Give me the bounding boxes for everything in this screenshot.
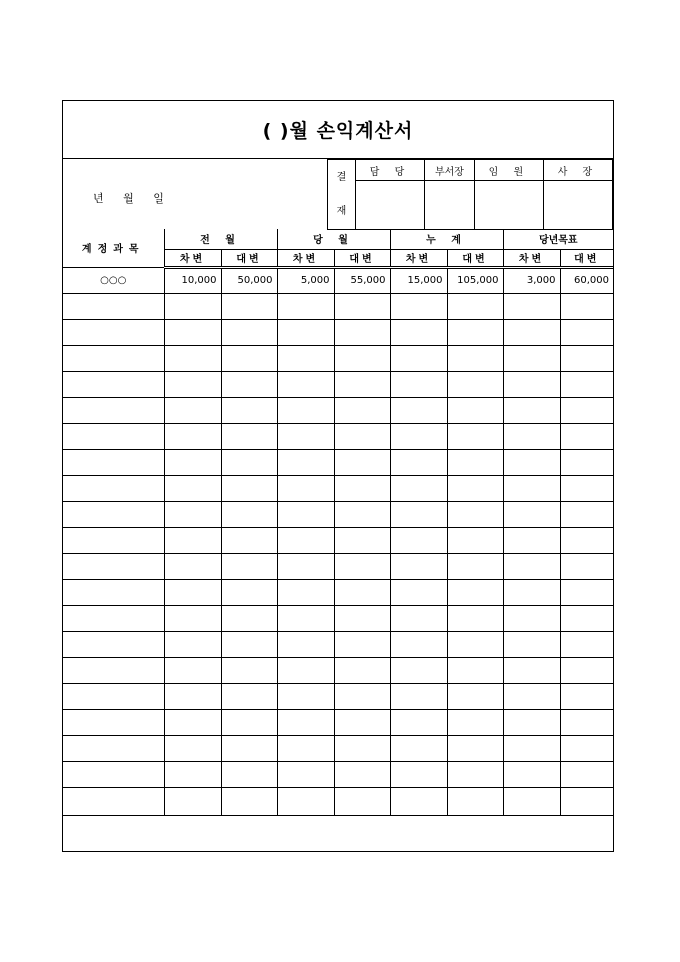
approval-role-manager: 부서장: [425, 160, 475, 181]
value-cell[interactable]: [503, 371, 560, 397]
value-cell[interactable]: [164, 371, 221, 397]
empty-row: [63, 527, 613, 553]
debit-header: 차변: [164, 249, 221, 267]
value-cell[interactable]: 55,000: [334, 267, 390, 293]
value-cell[interactable]: [164, 631, 221, 657]
value-cell[interactable]: [447, 553, 503, 579]
value-cell[interactable]: [277, 787, 334, 815]
value-cell[interactable]: [503, 319, 560, 345]
value-cell[interactable]: [560, 475, 613, 501]
credit-header: 대변: [560, 249, 613, 267]
account-cell[interactable]: [63, 319, 164, 345]
value-cell[interactable]: [503, 293, 560, 319]
value-cell[interactable]: [334, 683, 390, 709]
value-cell[interactable]: [221, 293, 277, 319]
group-header-cumulative: 누 계: [390, 229, 503, 249]
value-cell[interactable]: [334, 605, 390, 631]
account-cell[interactable]: [63, 579, 164, 605]
value-cell[interactable]: [221, 553, 277, 579]
value-cell[interactable]: [277, 553, 334, 579]
empty-row: [63, 293, 613, 319]
credit-header: 대변: [221, 249, 277, 267]
value-cell[interactable]: [277, 657, 334, 683]
value-cell[interactable]: [164, 683, 221, 709]
value-cell[interactable]: [390, 579, 447, 605]
value-cell[interactable]: [503, 709, 560, 735]
empty-row: [63, 631, 613, 657]
value-cell[interactable]: [164, 709, 221, 735]
value-cell[interactable]: [164, 735, 221, 761]
value-cell[interactable]: [447, 631, 503, 657]
value-cell[interactable]: [390, 293, 447, 319]
value-cell[interactable]: [221, 501, 277, 527]
value-cell[interactable]: [164, 475, 221, 501]
value-cell[interactable]: [447, 735, 503, 761]
empty-row: [63, 579, 613, 605]
value-cell[interactable]: [164, 319, 221, 345]
value-cell[interactable]: [277, 735, 334, 761]
value-cell[interactable]: [221, 397, 277, 423]
approval-sign-executive[interactable]: [474, 181, 543, 230]
value-cell[interactable]: [447, 345, 503, 371]
value-cell[interactable]: [447, 709, 503, 735]
value-cell[interactable]: [164, 345, 221, 371]
value-cell[interactable]: [221, 527, 277, 553]
debit-header: 차변: [503, 249, 560, 267]
value-cell[interactable]: [221, 345, 277, 371]
value-cell[interactable]: [277, 605, 334, 631]
value-cell[interactable]: [560, 579, 613, 605]
value-cell[interactable]: [221, 449, 277, 475]
value-cell[interactable]: [503, 605, 560, 631]
value-cell[interactable]: [334, 397, 390, 423]
value-cell[interactable]: [503, 501, 560, 527]
value-cell[interactable]: [334, 631, 390, 657]
approval-role-president: 사 장: [543, 160, 612, 181]
value-cell[interactable]: [447, 657, 503, 683]
debit-header: 차변: [390, 249, 447, 267]
value-cell[interactable]: [390, 735, 447, 761]
account-cell[interactable]: [63, 631, 164, 657]
value-cell[interactable]: [334, 527, 390, 553]
value-cell[interactable]: [277, 345, 334, 371]
value-cell[interactable]: [164, 293, 221, 319]
account-cell[interactable]: [63, 475, 164, 501]
value-cell[interactable]: [560, 345, 613, 371]
empty-row: [63, 735, 613, 761]
value-cell[interactable]: [221, 371, 277, 397]
form-title: ( )월 손익계산서: [63, 101, 613, 159]
account-cell[interactable]: [63, 735, 164, 761]
value-cell[interactable]: [221, 319, 277, 345]
value-cell[interactable]: [560, 319, 613, 345]
empty-row: [63, 371, 613, 397]
approval-sign-manager[interactable]: [425, 181, 475, 230]
value-cell[interactable]: [447, 787, 503, 815]
value-cell[interactable]: [560, 709, 613, 735]
value-cell[interactable]: [334, 345, 390, 371]
value-cell[interactable]: [503, 787, 560, 815]
approval-sign-staff[interactable]: [356, 181, 425, 230]
empty-row: [63, 319, 613, 345]
approval-label-bottom: 재: [336, 205, 347, 217]
value-cell[interactable]: [503, 579, 560, 605]
value-cell[interactable]: [503, 527, 560, 553]
value-cell[interactable]: [334, 579, 390, 605]
value-cell[interactable]: [390, 683, 447, 709]
value-cell[interactable]: [334, 501, 390, 527]
debit-header: 차변: [277, 249, 334, 267]
value-cell[interactable]: 60,000: [560, 267, 613, 293]
value-cell[interactable]: 15,000: [390, 267, 447, 293]
approval-sign-president[interactable]: [543, 181, 612, 230]
value-cell[interactable]: 10,000: [164, 267, 221, 293]
value-cell[interactable]: [334, 787, 390, 815]
value-cell[interactable]: [334, 709, 390, 735]
value-cell[interactable]: [390, 527, 447, 553]
value-cell[interactable]: [334, 553, 390, 579]
value-cell[interactable]: [503, 631, 560, 657]
value-cell[interactable]: [390, 345, 447, 371]
approval-label: [328, 160, 356, 230]
value-cell[interactable]: [221, 605, 277, 631]
value-cell[interactable]: [390, 605, 447, 631]
value-cell[interactable]: [221, 683, 277, 709]
value-cell[interactable]: [221, 787, 277, 815]
group-header-annual-target: 당년목표: [503, 229, 613, 249]
value-cell[interactable]: [560, 787, 613, 815]
value-cell[interactable]: [221, 423, 277, 449]
account-cell[interactable]: [63, 293, 164, 319]
value-cell[interactable]: [560, 553, 613, 579]
value-cell[interactable]: [560, 631, 613, 657]
value-cell[interactable]: [560, 657, 613, 683]
value-cell[interactable]: [164, 761, 221, 787]
value-cell[interactable]: [277, 397, 334, 423]
value-cell[interactable]: [390, 319, 447, 345]
value-cell[interactable]: [390, 761, 447, 787]
value-cell[interactable]: [447, 293, 503, 319]
empty-row: [63, 501, 613, 527]
value-cell[interactable]: [334, 423, 390, 449]
account-cell[interactable]: [63, 787, 164, 815]
value-cell[interactable]: [334, 449, 390, 475]
account-header: 계정과목: [63, 229, 164, 267]
value-cell[interactable]: [447, 371, 503, 397]
value-cell[interactable]: [390, 371, 447, 397]
value-cell[interactable]: [277, 475, 334, 501]
value-cell[interactable]: [447, 605, 503, 631]
value-cell[interactable]: [560, 735, 613, 761]
group-header-this-month: 당 월: [277, 229, 390, 249]
value-cell[interactable]: [334, 371, 390, 397]
value-cell[interactable]: [560, 527, 613, 553]
value-cell[interactable]: [277, 527, 334, 553]
value-cell[interactable]: [390, 709, 447, 735]
value-cell[interactable]: 5,000: [277, 267, 334, 293]
value-cell[interactable]: [164, 501, 221, 527]
account-cell[interactable]: [63, 761, 164, 787]
account-cell[interactable]: [63, 527, 164, 553]
value-cell[interactable]: [447, 683, 503, 709]
value-cell[interactable]: [334, 761, 390, 787]
empty-row: [63, 761, 613, 787]
value-cell[interactable]: [334, 475, 390, 501]
account-cell[interactable]: [63, 709, 164, 735]
value-cell[interactable]: [164, 423, 221, 449]
value-cell[interactable]: [503, 735, 560, 761]
empty-row: [63, 397, 613, 423]
account-cell[interactable]: [63, 449, 164, 475]
value-cell[interactable]: [277, 423, 334, 449]
approval-label-top: 결: [336, 171, 347, 183]
value-cell[interactable]: [560, 293, 613, 319]
value-cell[interactable]: [447, 527, 503, 553]
value-cell[interactable]: [334, 293, 390, 319]
value-cell[interactable]: [334, 735, 390, 761]
value-cell[interactable]: [560, 449, 613, 475]
value-cell[interactable]: [164, 449, 221, 475]
account-cell[interactable]: [63, 605, 164, 631]
value-cell[interactable]: [221, 709, 277, 735]
value-cell[interactable]: [221, 475, 277, 501]
value-cell[interactable]: [447, 319, 503, 345]
value-cell[interactable]: [447, 579, 503, 605]
credit-header: 대변: [447, 249, 503, 267]
empty-row: [63, 787, 613, 815]
value-cell[interactable]: [503, 397, 560, 423]
value-cell[interactable]: [390, 657, 447, 683]
value-cell[interactable]: 105,000: [447, 267, 503, 293]
value-cell[interactable]: [334, 319, 390, 345]
value-cell[interactable]: [277, 631, 334, 657]
value-cell[interactable]: [390, 475, 447, 501]
value-cell[interactable]: [390, 449, 447, 475]
value-cell[interactable]: [390, 787, 447, 815]
value-cell[interactable]: [221, 761, 277, 787]
credit-header: 대변: [334, 249, 390, 267]
value-cell[interactable]: [503, 553, 560, 579]
empty-row: [63, 709, 613, 735]
value-cell[interactable]: [277, 709, 334, 735]
income-statement-form: [62, 100, 614, 852]
value-cell[interactable]: [164, 605, 221, 631]
approval-role-executive: 임 원: [474, 160, 543, 181]
account-cell[interactable]: [63, 657, 164, 683]
ledger-table: [63, 229, 613, 816]
value-cell[interactable]: [277, 371, 334, 397]
value-cell[interactable]: 3,000: [503, 267, 560, 293]
value-cell[interactable]: [503, 423, 560, 449]
value-cell[interactable]: [503, 657, 560, 683]
empty-row: [63, 605, 613, 631]
value-cell[interactable]: [560, 371, 613, 397]
account-cell[interactable]: [63, 683, 164, 709]
value-cell[interactable]: [221, 735, 277, 761]
empty-row: [63, 423, 613, 449]
account-cell[interactable]: [63, 553, 164, 579]
value-cell[interactable]: [447, 501, 503, 527]
value-cell[interactable]: [447, 761, 503, 787]
value-cell[interactable]: [447, 423, 503, 449]
value-cell[interactable]: [447, 475, 503, 501]
value-cell[interactable]: [164, 527, 221, 553]
value-cell[interactable]: [277, 319, 334, 345]
empty-row: [63, 475, 613, 501]
value-cell[interactable]: [503, 761, 560, 787]
account-cell[interactable]: [63, 345, 164, 371]
empty-row: [63, 683, 613, 709]
value-cell[interactable]: [277, 579, 334, 605]
value-cell[interactable]: [164, 657, 221, 683]
value-cell[interactable]: 50,000: [221, 267, 277, 293]
empty-row: [63, 553, 613, 579]
value-cell[interactable]: [503, 449, 560, 475]
account-cell[interactable]: [63, 501, 164, 527]
value-cell[interactable]: [390, 501, 447, 527]
value-cell[interactable]: [503, 475, 560, 501]
value-cell[interactable]: [164, 397, 221, 423]
approval-box: [327, 159, 613, 230]
value-cell[interactable]: [221, 631, 277, 657]
value-cell[interactable]: [560, 605, 613, 631]
empty-row: [63, 345, 613, 371]
group-header-prev-month: 전 월: [164, 229, 277, 249]
value-cell[interactable]: [560, 501, 613, 527]
value-cell[interactable]: [164, 579, 221, 605]
account-cell[interactable]: [63, 371, 164, 397]
value-cell[interactable]: [560, 423, 613, 449]
empty-row: [63, 449, 613, 475]
table-row: [63, 267, 613, 293]
value-cell[interactable]: [447, 397, 503, 423]
value-cell[interactable]: [277, 293, 334, 319]
account-cell[interactable]: [63, 423, 164, 449]
value-cell[interactable]: [164, 553, 221, 579]
value-cell[interactable]: [277, 683, 334, 709]
value-cell[interactable]: [390, 631, 447, 657]
value-cell[interactable]: [277, 449, 334, 475]
value-cell[interactable]: [560, 761, 613, 787]
value-cell[interactable]: [390, 553, 447, 579]
value-cell[interactable]: [503, 345, 560, 371]
value-cell[interactable]: [560, 683, 613, 709]
value-cell[interactable]: [277, 761, 334, 787]
value-cell[interactable]: [277, 501, 334, 527]
value-cell[interactable]: [334, 657, 390, 683]
value-cell[interactable]: [221, 579, 277, 605]
value-cell[interactable]: [390, 423, 447, 449]
value-cell[interactable]: [447, 449, 503, 475]
value-cell[interactable]: [164, 787, 221, 815]
empty-row: [63, 657, 613, 683]
value-cell[interactable]: [503, 683, 560, 709]
value-cell[interactable]: [560, 397, 613, 423]
value-cell[interactable]: [390, 397, 447, 423]
date-line: 년 월 일: [93, 192, 165, 205]
account-cell[interactable]: [63, 397, 164, 423]
approval-role-staff: 담 당: [356, 160, 425, 181]
account-cell[interactable]: ○○○: [63, 267, 164, 293]
value-cell[interactable]: [221, 657, 277, 683]
